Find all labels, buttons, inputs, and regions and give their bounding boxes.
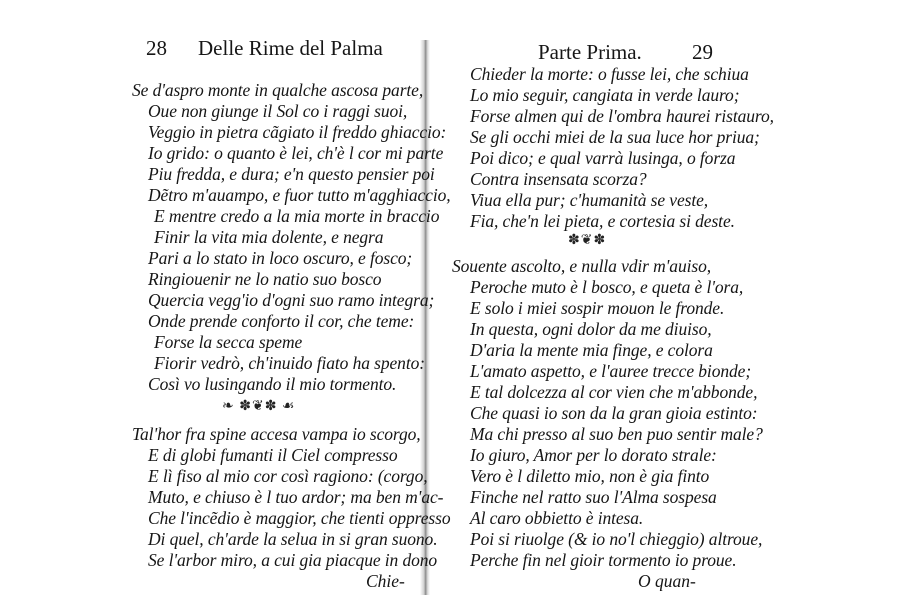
verse-line: Forse la secca speme [154, 332, 303, 352]
verse-line: Finir la vita mia dolente, e negra [154, 227, 384, 247]
verse-line: Di quel, ch'arde la selua in si gran suono. [148, 529, 438, 549]
verse-line: Contra insensata scorza? [470, 169, 647, 189]
running-head: Parte Prima. [538, 40, 642, 64]
verse-line: Ringiouenir ne lo natio suo bosco [148, 269, 382, 289]
verse-line: Piu fredda, e dura; e'n questo pensier poi [148, 164, 435, 184]
verse-line: Ma chi presso al suo ben puo sentir male? [470, 424, 763, 444]
verse-line: Veggio in pietra cãgiato il freddo ghiaccio: [148, 122, 447, 142]
verse-line: Tal'hor fra spine accesa vampa io scorgo, [132, 424, 421, 444]
verse-line: Forse almen qui de l'ombra haurei ristauro, [470, 106, 774, 126]
page-number: 29 [692, 40, 713, 64]
verse-line: Quercia vegg'io d'ogni suo ramo integra; [148, 290, 435, 310]
verse-line: Viua ella pur; c'humanità se veste, [470, 190, 709, 210]
verse-line: E tal dolcezza al cor vien che m'abbonde, [470, 382, 758, 402]
verse-line: Fiorir vedrò, ch'inuido fiato ha spento: [154, 353, 425, 373]
verse-line: D'aria la mente mia finge, e colora [470, 340, 713, 360]
verse-line: Perche fin nel gioir tormento io proue. [470, 550, 737, 570]
catchword: Chie- [366, 571, 405, 591]
verse-line: E lì fiso al mio cor così ragiono: (corgo, [148, 466, 428, 486]
verse-line: Oue non giunge il Sol co i raggi suoi, [148, 101, 408, 121]
verse-line: E solo i miei sospir mouon le fronde. [470, 298, 725, 318]
verse-line: Dẽtro m'auampo, e fuor tutto m'agghiaccio, [148, 185, 451, 205]
verse-line: Io grido: o quanto è lei, ch'è l cor mi parte [148, 143, 444, 163]
verse-line: Che quasi io son da la gran gioia estinto: [470, 403, 758, 423]
verse-line: Souente ascolto, e nulla vdir m'auiso, [452, 256, 712, 276]
verse-line: Se d'aspro monte in qualche ascosa parte, [132, 80, 424, 100]
verse-line: Che l'incẽdio è maggior, che tienti oppresso [148, 508, 451, 528]
verse-line: Così vo lusingando il mio tormento. [148, 374, 397, 394]
verse-line: Se l'arbor miro, a cui gia piacque in dono [148, 550, 438, 570]
verse-line: E di globi fumanti il Ciel compresso [148, 445, 398, 465]
verse-line: Muto, e chiuso è l tuo ardor; ma ben m'ac- [148, 487, 444, 507]
catchword: O quan- [638, 571, 696, 591]
running-head: Delle Rime del Palma [198, 36, 383, 60]
verse-line: Finche nel ratto suo l'Alma sospesa [470, 487, 717, 507]
verse-line: E mentre credo a la mia morte in braccio [154, 206, 440, 226]
ornament-icon: ✽❦✽ [568, 233, 607, 248]
verse-line: In questa, ogni dolor da me diuiso, [470, 319, 712, 339]
verse-line: Peroche muto è l bosco, e queta è l'ora, [470, 277, 744, 297]
verse-line: L'amato aspetto, e l'auree trecce bionde; [470, 361, 752, 381]
verse-line: Se gli occhi miei de la sua luce hor priua; [470, 127, 760, 147]
verse-line: Poi si riuolge (& io no'l chieggio) altroue, [470, 529, 763, 549]
verse-line: Io giuro, Amor per lo dorato strale: [470, 445, 717, 465]
right-page [430, 0, 900, 600]
verse-line: Vero è l diletto mio, non è gia finto [470, 466, 710, 486]
verse-line: Al caro obbietto è intesa. [470, 508, 644, 528]
verse-line: Lo mio seguir, cangiata in verde lauro; [470, 85, 740, 105]
verse-line: Poi dico; e qual varrà lusinga, o forza [470, 148, 736, 168]
page-number: 28 [146, 36, 167, 60]
verse-line: Chieder la morte: o fusse lei, che schiua [470, 64, 749, 84]
verse-line: Fia, che'n lei pieta, e cortesia si deste. [470, 211, 735, 231]
verse-line: Pari a lo stato in loco oscuro, e fosco; [148, 248, 413, 268]
ornament-icon: ❧ ✽❦✽ ☙ [222, 399, 296, 414]
verse-line: Onde prende conforto il cor, che teme: [148, 311, 415, 331]
